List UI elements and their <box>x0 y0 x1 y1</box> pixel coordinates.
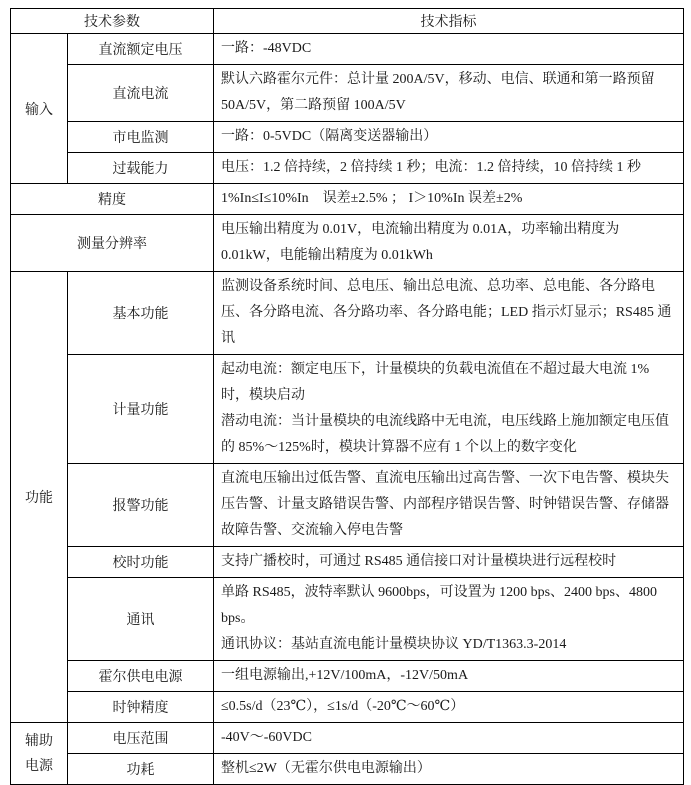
param-cell-power-consumption: 功耗 <box>68 754 214 785</box>
table-row <box>11 754 684 785</box>
param-cell-accuracy: 精度 <box>11 184 214 215</box>
table-row <box>11 122 684 153</box>
group-cell-input: 输入 <box>11 34 68 184</box>
spec-cell-overload-capacity: 电压：1.2 倍持续，2 倍持续 1 秒；电流：1.2 倍持续，10 倍持续 1 秒 <box>214 153 684 184</box>
param-cell-hall-power-supply: 霍尔供电电源 <box>68 661 214 692</box>
spec-cell-metering-function <box>214 355 684 464</box>
spec-cell-time-calibration: 支持广播校时，可通过 RS485 通信接口对计量模块进行远程校时 <box>214 547 684 578</box>
param-cell-resolution: 测量分辨率 <box>11 215 214 272</box>
param-cell-mains-monitoring: 市电监测 <box>68 122 214 153</box>
group-cell-function: 功能 <box>11 272 68 723</box>
spec-cell-dc-current: 默认六路霍尔元件：总计量 200A/5V，移动、电信、联通和第一路预留 50A/5V，第二路预留 100A/5V <box>214 65 684 122</box>
header-cell-params: 技术参数 <box>11 9 214 34</box>
table-row <box>11 723 684 754</box>
spec-line-startup-current: 起动电流：额定电压下，计量模块的负载电流值在不超过最大电流 1%时，模块启动 <box>221 362 650 403</box>
spec-cell-accuracy: 1%In≤I≤10%In 误差±2.5% ； I＞10%In 误差±2% <box>214 184 684 215</box>
table-row <box>11 355 684 464</box>
spec-cell-clock-accuracy: ≤0.5s/d（23℃），≤1s/d（-20℃～60℃） <box>214 692 684 723</box>
spec-cell-mains-monitoring: 一路：0-5VDC（隔离变送器输出） <box>214 122 684 153</box>
table-row <box>11 464 684 547</box>
param-cell-clock-accuracy: 时钟精度 <box>68 692 214 723</box>
header-row <box>11 9 684 34</box>
spec-cell-communication <box>214 578 684 661</box>
table-row <box>11 578 684 661</box>
spec-line-protocol: 通讯协议：基站直流电能计量模块协议 YD/T1363.3-2014 <box>221 637 567 652</box>
table-row <box>11 215 684 272</box>
spec-line-creeping-current: 潜动电流：当计量模块的电流线路中无电流，电压线路上施加额定电压值的 85%～125%时，模块计算器不应有 1 个以上的数字变化 <box>221 414 669 455</box>
header-cell-specs: 技术指标 <box>214 9 684 34</box>
table-row <box>11 184 684 215</box>
param-cell-overload-capacity: 过载能力 <box>68 153 214 184</box>
spec-cell-dc-rated-voltage: 一路：-48VDC <box>214 34 684 65</box>
table-row <box>11 692 684 723</box>
param-cell-communication: 通讯 <box>68 578 214 661</box>
spec-cell-alarm-function: 直流电压输出过低告警、直流电压输出过高告警、一次下电告警、模块失压告警、计量支路错误告警、内部程序错误告警、时钟错误告警、存储器故障告警、交流输入停电告警 <box>214 464 684 547</box>
param-cell-dc-rated-voltage: 直流额定电压 <box>68 34 214 65</box>
table-row <box>11 65 684 122</box>
table-row <box>11 153 684 184</box>
group-cell-aux-power <box>11 723 68 785</box>
spec-cell-resolution: 电压输出精度为 0.01V，电流输出精度为 0.01A，功率输出精度为 0.01kW，电能输出精度为 0.01kWh <box>214 215 684 272</box>
param-cell-time-calibration: 校时功能 <box>68 547 214 578</box>
param-cell-dc-current: 直流电流 <box>68 65 214 122</box>
param-cell-voltage-range: 电压范围 <box>68 723 214 754</box>
param-cell-basic-function: 基本功能 <box>68 272 214 355</box>
param-cell-alarm-function: 报警功能 <box>68 464 214 547</box>
param-cell-metering-function: 计量功能 <box>68 355 214 464</box>
table-row <box>11 272 684 355</box>
spec-cell-voltage-range: -40V～-60VDC <box>214 723 684 754</box>
table-row <box>11 34 684 65</box>
table-row <box>11 661 684 692</box>
spec-cell-basic-function: 监测设备系统时间、总电压、输出总电流、总功率、总电能、各分路电压、各分路电流、各分路功率、各分路电能；LED 指示灯显示；RS485 通讯 <box>214 272 684 355</box>
group-aux-line2: 电源 <box>25 758 53 774</box>
spec-line-baudrate: 单路 RS485，波特率默认 9600bps，可设置为 1200 bps、2400 bps、4800 bps。 <box>221 585 657 626</box>
spec-cell-power-consumption: 整机≤2W（无霍尔供电电源输出） <box>214 754 684 785</box>
spec-table <box>10 8 684 785</box>
group-aux-line1: 辅助 <box>25 733 53 749</box>
spec-cell-hall-power-supply: 一组电源输出,+12V/100mA，-12V/50mA <box>214 661 684 692</box>
table-row <box>11 547 684 578</box>
